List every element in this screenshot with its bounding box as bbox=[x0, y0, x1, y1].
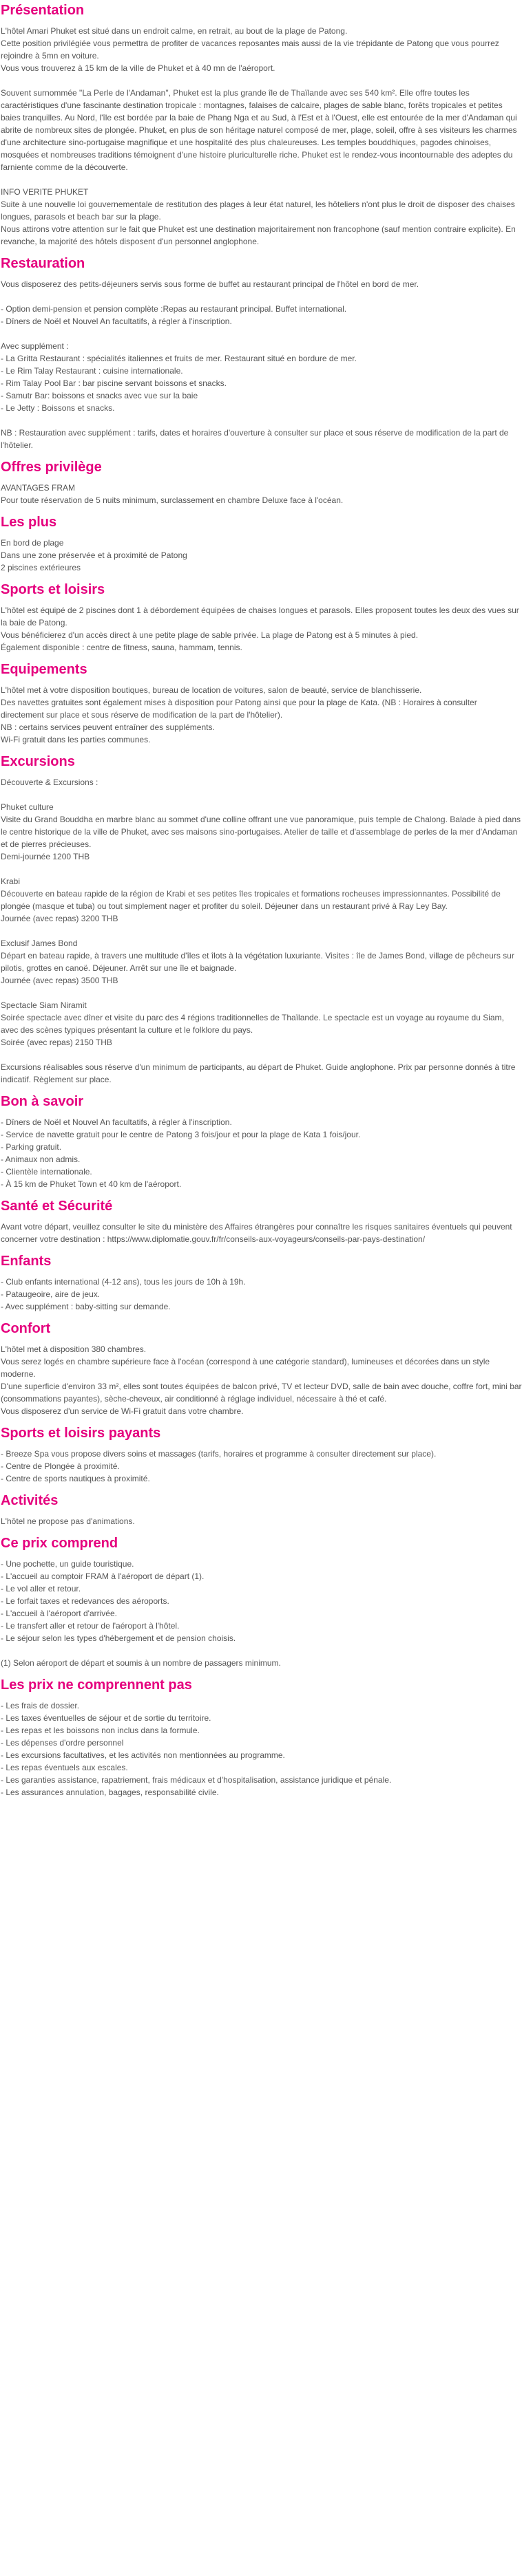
text-line: - Samutr Bar: boissons et snacks avec vue sur la baie bbox=[1, 391, 198, 400]
section-title: Les plus bbox=[1, 515, 57, 530]
paragraph-spacer bbox=[0, 1049, 522, 1061]
text-line: - Service de navette gratuit pour le centre de Patong 3 fois/jour et pour la plage de Kata 1 fois/jour. bbox=[1, 1130, 361, 1139]
text-line: L'hôtel met à disposition 380 chambres. bbox=[1, 1344, 147, 1354]
text-line: - L'accueil au comptoir FRAM à l'aéroport de départ (1). bbox=[1, 1571, 205, 1581]
text-line: Demi-journée 1200 THB bbox=[1, 852, 90, 861]
text-line: Découverte & Excursions : bbox=[1, 777, 98, 787]
text-line: (1) Selon aéroport de départ et soumis à un nombre de passagers minimum. bbox=[1, 1658, 281, 1668]
section-title: Restauration bbox=[1, 256, 85, 271]
text-line: Dans une zone préservée et à proximité de Patong bbox=[1, 550, 187, 560]
paragraph-spacer bbox=[0, 328, 522, 340]
text-line: Soirée (avec repas) 2150 THB bbox=[1, 1038, 112, 1047]
section-sante bbox=[0, 1197, 522, 1245]
paragraph-spacer bbox=[0, 173, 522, 186]
paragraph-spacer bbox=[0, 1644, 522, 1657]
section-activites bbox=[0, 1492, 522, 1527]
text-line: 2 piscines extérieures bbox=[1, 563, 81, 572]
text-line: - Les dépenses d'ordre personnel bbox=[1, 1738, 124, 1748]
text-line: L'hôtel Amari Phuket est situé dans un endroit calme, en retrait, au bout de la plage de Patong. bbox=[1, 26, 348, 36]
text-line: - Avec supplément : baby-sitting sur demande. bbox=[1, 1302, 171, 1311]
text-line: - Une pochette, un guide touristique. bbox=[1, 1559, 134, 1569]
text-line: Cette position privilégiée vous permettra de profiter de vacances reposantes mais aussi de la vie trépidante de Patong que vous pourrez rejoindre à 5mn en voiture. bbox=[1, 39, 499, 61]
text-line: - Dîners de Noël et Nouvel An facultatifs, à régler à l'inscription. bbox=[1, 1117, 232, 1127]
text-line: Exclusif James Bond bbox=[1, 938, 78, 948]
text-line: Nous attirons votre attention sur le fait que Phuket est une destination majoritairement non francophone (sauf mention contraire explicite). En revanche, la majorité des hôtels disposent d'un personnel anglophone. bbox=[1, 224, 516, 246]
text-line: Wi-Fi gratuit dans les parties communes. bbox=[1, 735, 151, 744]
text-line: - Clientèle internationale. bbox=[1, 1167, 92, 1177]
section-title: Equipements bbox=[1, 662, 87, 677]
section-title: Ce prix comprend bbox=[1, 1536, 118, 1551]
text-line: Des navettes gratuites sont également mises à disposition pour Patong ainsi que pour la plage de Kata. (NB : Horaires à consulter directement sur place et sous réserve de modification de la part de l'hôtelier). bbox=[1, 698, 477, 720]
text-line: Avant votre départ, veuillez consulter le site du ministère des Affaires étrangères pour connaître les risques sanitaires éventuels qui peuvent concerner votre destination : https://www.diplomatie.gouv.fr/fr/conseils-aux-voyageurs/conseils-par-pays-destination/ bbox=[1, 1222, 512, 1244]
text-line: Vous disposerez d'un service de Wi-Fi gratuit dans votre chambre. bbox=[1, 1406, 244, 1416]
section-sports bbox=[0, 581, 522, 654]
section-excursions bbox=[0, 753, 522, 1086]
text-line: Vous bénéficierez d'un accès direct à une petite plage de sable privée. La plage de Patong est à 5 minutes à pied. bbox=[1, 630, 419, 640]
text-line: Également disponible : centre de fitness, sauna, hammam, tennis. bbox=[1, 643, 242, 652]
text-line: - Le vol aller et retour. bbox=[1, 1584, 81, 1593]
text-line: - Centre de Plongée à proximité. bbox=[1, 1461, 120, 1471]
paragraph-spacer bbox=[0, 74, 522, 87]
section-title: Excursions bbox=[1, 754, 75, 769]
text-line: - La Gritta Restaurant : spécialités italiennes et fruits de mer. Restaurant situé en bordure de mer. bbox=[1, 354, 357, 363]
text-line: - Animaux non admis. bbox=[1, 1155, 81, 1164]
text-line: Départ en bateau rapide, à travers une multitude d'îles et îlots à la végétation luxuriante. Visites : île de James Bond, village de pêcheurs sur pilotis, grottes en canoë. Déjeuner. Arrêt sur une île et baignade. bbox=[1, 951, 514, 973]
section-payants bbox=[0, 1424, 522, 1485]
section-title: Confort bbox=[1, 1321, 51, 1336]
text-line: Avec supplément : bbox=[1, 341, 69, 351]
section-title: Santé et Sécurité bbox=[1, 1199, 113, 1214]
paragraph-spacer bbox=[0, 925, 522, 937]
section-confort bbox=[0, 1320, 522, 1417]
text-line: Découverte en bateau rapide de la région de Krabi et ses petites îles tropicales et formations rocheuses impressionnantes. Possibilité de plongée (masque et tuba) ou tout simplement nager et profiter du soleil. Déjeuner dans un restaurant privé à Ray Ley Bay. bbox=[1, 889, 501, 911]
text-line: Souvent surnommée "La Perle de l'Andaman", Phuket est la plus grande île de Thaïlande avec ses 540 km². Elle offre toutes les caractéristiques d'une fascinante destination tropicale : montagnes, falaises de calcaire, plages de sable blanc, forêts tropicales et petites baies tranquilles. Au Nord, l'île est bordée par la baie de Phang Nga et au Sud, à l'Est et à l'Ouest, elle est entourée de la mer d'Andaman qui abrite de nombreux sites de plongée. Phuket, en plus de son héritage naturel composé de mer, plage, soleil, offre à ses visiteurs les charmes d'une architecture sino-portugaise magnifique et une hospitalité des plus chaleureuses. Les temples bouddhiques, pagodes chinoises, mosquées et nombreuses traditions témoignent d'une histoire pluriculturelle riche. Phuket est le rendez-vous incontournable des adeptes du farniente comme de la découverte. bbox=[1, 88, 517, 172]
text-line: - Les frais de dossier. bbox=[1, 1701, 80, 1710]
section-title: Sports et loisirs payants bbox=[1, 1426, 161, 1441]
text-line: Vous vous trouverez à 15 km de la ville de Phuket et à 40 mn de l'aéroport. bbox=[1, 63, 275, 73]
text-line: NB : certains services peuvent entraîner des suppléments. bbox=[1, 722, 215, 732]
text-line: - Les repas éventuels aux escales. bbox=[1, 1763, 128, 1772]
section-title: Enfants bbox=[1, 1254, 52, 1269]
text-line: - Les taxes éventuelles de séjour et de sortie du territoire. bbox=[1, 1713, 211, 1723]
text-line: AVANTAGES FRAM bbox=[1, 483, 76, 493]
section-title: Présentation bbox=[1, 3, 85, 18]
text-line: Excursions réalisables sous réserve d'un minimum de participants, au départ de Phuket. Guide anglophone. Prix par personne donnés à titre indicatif. Règlement sur place. bbox=[1, 1062, 516, 1084]
text-line: - Club enfants international (4-12 ans), tous les jours de 10h à 19h. bbox=[1, 1277, 246, 1287]
section-offres bbox=[0, 458, 522, 506]
section-presentation bbox=[0, 1, 522, 248]
text-line: - Centre de sports nautiques à proximité. bbox=[1, 1474, 150, 1483]
section-plus bbox=[0, 513, 522, 574]
section-title: Activités bbox=[1, 1493, 59, 1508]
text-line: L'hôtel met à votre disposition boutiques, bureau de location de voitures, salon de beauté, service de blanchisserie. bbox=[1, 685, 422, 695]
text-line: - Les garanties assistance, rapatriement, frais médicaux et d'hospitalisation, assistance juridique et pénale. bbox=[1, 1775, 392, 1785]
section-title: Offres privilège bbox=[1, 460, 102, 475]
text-line: - Le Jetty : Boissons et snacks. bbox=[1, 403, 115, 413]
text-line: - Le Rim Talay Restaurant : cuisine internationale. bbox=[1, 366, 183, 376]
text-line: - À 15 km de Phuket Town et 40 km de l'aéroport. bbox=[1, 1179, 182, 1189]
text-line: INFO VERITE PHUKET bbox=[1, 187, 89, 197]
text-line: - Le forfait taxes et redevances des aéroports. bbox=[1, 1596, 169, 1606]
section-bon bbox=[0, 1093, 522, 1190]
text-line: Vous disposerez des petits-déjeuners servis sous forme de buffet au restaurant principal de l'hôtel en bord de mer. bbox=[1, 279, 419, 289]
text-line: - Pataugeoire, aire de jeux. bbox=[1, 1289, 101, 1299]
text-line: - L'accueil à l'aéroport d'arrivée. bbox=[1, 1609, 117, 1618]
text-line: NB : Restauration avec supplément : tarifs, dates et horaires d'ouverture à consulter sur place et sous réserve de modification de la part de l'hôtelier. bbox=[1, 428, 509, 450]
text-line: Visite du Grand Bouddha en marbre blanc au sommet d'une colline offrant une vue panoramique, puis temple de Chalong. Balade à pied dans le centre historique de la ville de Phuket, avec ses maisons sino-portugaises. Atelier de taille et d'assemblage de perles de la mer d'Andaman et de pierres précieuses. bbox=[1, 815, 521, 849]
section-necomprend bbox=[0, 1676, 522, 1799]
paragraph-spacer bbox=[0, 863, 522, 875]
paragraph-spacer bbox=[0, 987, 522, 999]
paragraph-spacer bbox=[0, 414, 522, 427]
text-line: Soirée spectacle avec dîner et visite du parc des 4 régions traditionnelles de Thaïlande. Le spectacle est un voyage au royaume du Siam, avec des scènes typiques présentant la culture et le folklore du pays. bbox=[1, 1013, 504, 1035]
text-line: Phuket culture bbox=[1, 802, 54, 812]
text-line: Journée (avec repas) 3500 THB bbox=[1, 976, 118, 985]
text-line: Spectacle Siam Niramit bbox=[1, 1000, 87, 1010]
section-comprend bbox=[0, 1534, 522, 1669]
paragraph-spacer bbox=[0, 788, 522, 801]
section-enfants bbox=[0, 1252, 522, 1313]
text-line: - Parking gratuit. bbox=[1, 1142, 62, 1152]
text-line: - Les excursions facultatives, et les activités non mentionnées au programme. bbox=[1, 1750, 285, 1760]
section-equipements bbox=[0, 661, 522, 746]
text-line: - Option demi-pension et pension complète :Repas au restaurant principal. Buffet international. bbox=[1, 304, 347, 314]
text-line: Suite à une nouvelle loi gouvernementale de restitution des plages à leur état naturel, les hôteliers n'ont plus le droit de disposer des chaises longues, parasols et beach bar sur la plage. bbox=[1, 200, 515, 222]
text-line: - Rim Talay Pool Bar : bar piscine servant boissons et snacks. bbox=[1, 378, 227, 388]
text-line: D'une superficie d'environ 33 m², elles sont toutes équipées de balcon privé, TV et lecteur DVD, salle de bain avec douche, coffre fort, mini bar (consommations payantes), sèche-cheveux, air conditionné à réglage individuel, nécessaire à thé et café. bbox=[1, 1382, 522, 1404]
text-line: Pour toute réservation de 5 nuits minimum, surclassement en chambre Deluxe face à l'océan. bbox=[1, 495, 344, 505]
paragraph-spacer bbox=[0, 290, 522, 303]
text-line: - Les assurances annulation, bagages, responsabilité civile. bbox=[1, 1788, 219, 1797]
section-restauration bbox=[0, 255, 522, 451]
text-line: - Le transfert aller et retour de l'aéroport à l'hôtel. bbox=[1, 1621, 180, 1631]
text-line: En bord de plage bbox=[1, 538, 64, 548]
text-line: - Dîners de Noël et Nouvel An facultatifs, à régler à l'inscription. bbox=[1, 316, 232, 326]
text-line: Journée (avec repas) 3200 THB bbox=[1, 914, 118, 923]
text-line: - Le séjour selon les types d'hébergement et de pension choisis. bbox=[1, 1633, 236, 1643]
text-line: L'hôtel ne propose pas d'animations. bbox=[1, 1516, 135, 1526]
text-line: Vous serez logés en chambre supérieure face à l'océan (correspond à une catégorie standard), lumineuses et décorées dans un style moderne. bbox=[1, 1357, 490, 1379]
text-line: - Les repas et les boissons non inclus dans la formule. bbox=[1, 1726, 200, 1735]
text-line: Krabi bbox=[1, 877, 21, 886]
text-line: - Breeze Spa vous propose divers soins et massages (tarifs, horaires et programme à consulter directement sur place). bbox=[1, 1449, 437, 1459]
section-title: Bon à savoir bbox=[1, 1094, 84, 1109]
text-line: L'hôtel est équipé de 2 piscines dont 1 à débordement équipées de chaises longues et parasols. Elles proposent toutes les deux des vues sur la baie de Patong. bbox=[1, 605, 519, 627]
section-title: Sports et loisirs bbox=[1, 582, 105, 597]
section-title: Les prix ne comprennent pas bbox=[1, 1677, 192, 1693]
